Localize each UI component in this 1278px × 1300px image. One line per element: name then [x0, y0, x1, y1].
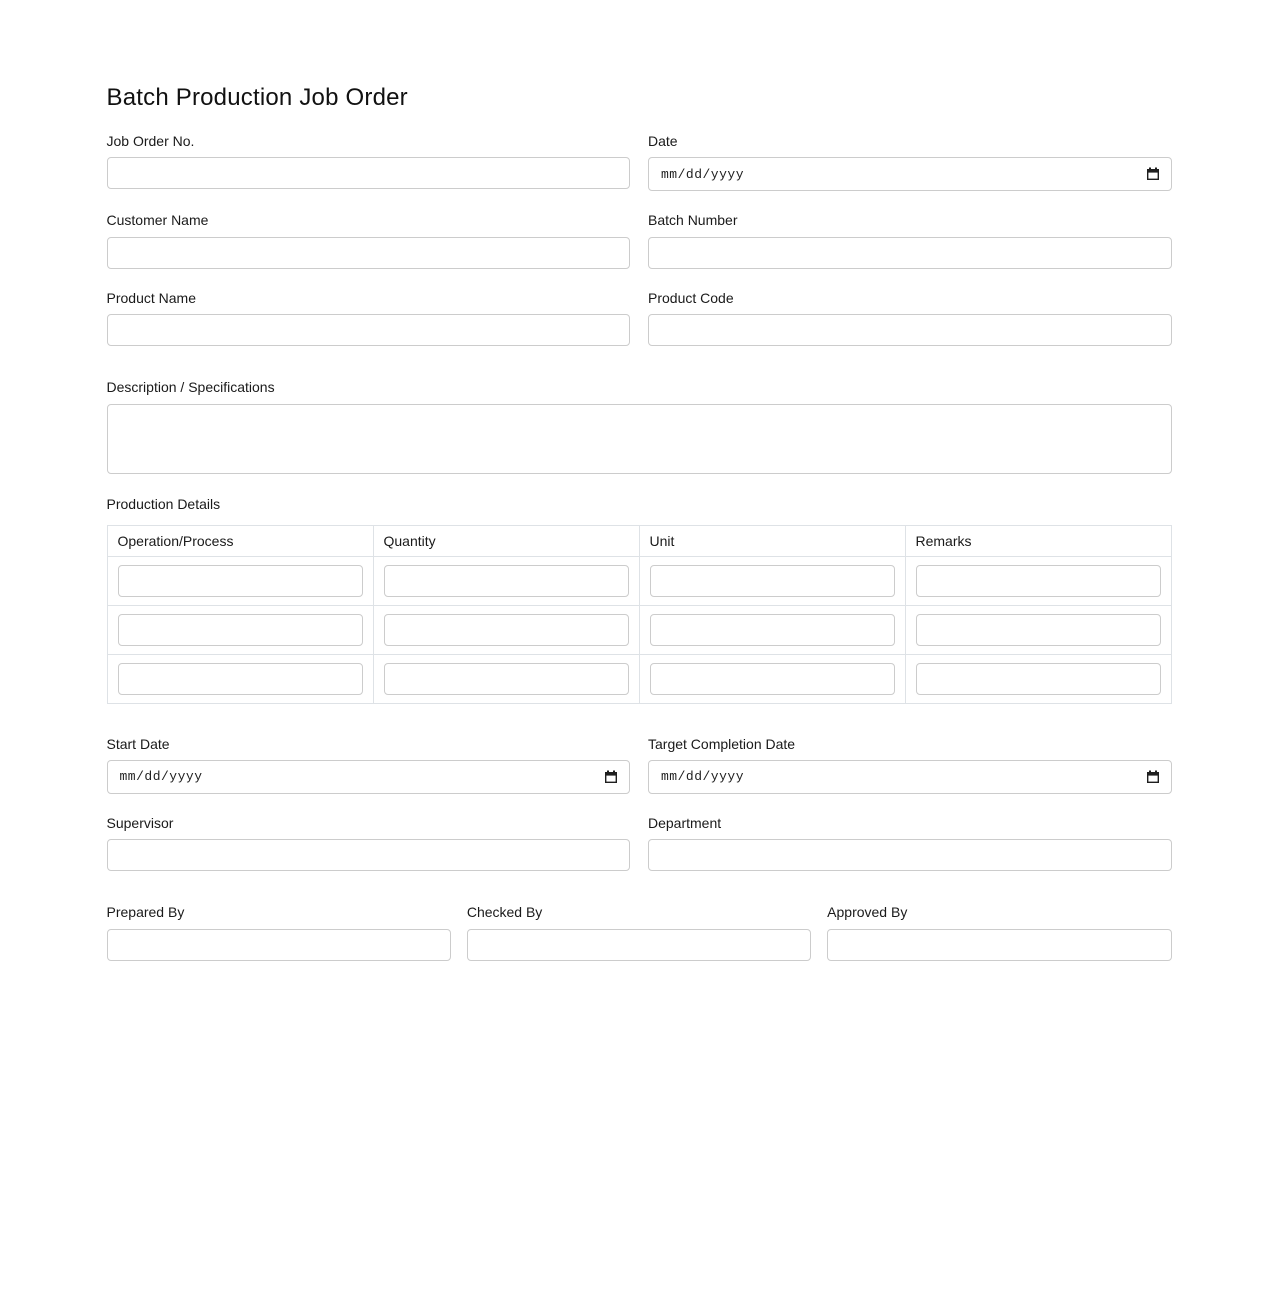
- checked-by-field: [467, 905, 811, 960]
- batch-number-input[interactable]: [648, 237, 1172, 269]
- remarks-input-row2[interactable]: [916, 614, 1161, 646]
- start-date-field: [107, 737, 631, 794]
- batch-number-label: Batch Number: [648, 212, 738, 229]
- prepared-by-field: [107, 905, 451, 960]
- date-label: Date: [648, 133, 678, 149]
- table-row: [107, 605, 1171, 654]
- column-header-quantity: Quantity: [373, 525, 639, 556]
- description-label: Description / Specifications: [106, 379, 275, 396]
- table-row: [107, 654, 1171, 703]
- calendar-icon[interactable]: [603, 769, 619, 785]
- batch-number-field: [648, 213, 1172, 268]
- batch-production-job-order-form: [107, 0, 1172, 983]
- column-header-unit: Unit: [639, 525, 905, 556]
- quantity-input-row2[interactable]: [384, 614, 629, 646]
- product-name-label: Product Name: [106, 289, 196, 306]
- quantity-input-row3[interactable]: [384, 663, 629, 695]
- description-textarea[interactable]: [107, 404, 1172, 474]
- department-input[interactable]: [648, 839, 1172, 871]
- calendar-icon[interactable]: [1145, 166, 1161, 182]
- description-field: [107, 380, 1172, 473]
- product-code-input[interactable]: [648, 314, 1172, 346]
- job-order-no-label: Job Order No.: [106, 133, 195, 149]
- column-header-remarks: Remarks: [905, 525, 1171, 556]
- unit-input-row2[interactable]: [650, 614, 895, 646]
- date-placeholder-text: mm/dd/yyyy: [661, 166, 745, 182]
- supervisor-input[interactable]: [107, 839, 631, 871]
- start-date-input[interactable]: [107, 760, 631, 794]
- checked-by-label: Checked By: [466, 904, 543, 921]
- supervisor-label: Supervisor: [106, 814, 174, 831]
- table-row: [107, 556, 1171, 605]
- date-input[interactable]: [648, 157, 1172, 191]
- start-date-placeholder-text: mm/dd/yyyy: [119, 769, 203, 785]
- approved-by-label: Approved By: [827, 904, 908, 921]
- operation-process-input-row3[interactable]: [118, 663, 363, 695]
- approved-by-input[interactable]: [827, 929, 1171, 961]
- customer-name-field: [107, 213, 631, 268]
- remarks-input-row1[interactable]: [916, 565, 1161, 597]
- supervisor-field: [107, 816, 631, 871]
- operation-process-input-row1[interactable]: [118, 565, 363, 597]
- production-details-table: [107, 525, 1172, 704]
- page-title: Batch Production Job Order: [106, 84, 408, 111]
- target-completion-date-placeholder-text: mm/dd/yyyy: [661, 769, 745, 785]
- unit-input-row3[interactable]: [650, 663, 895, 695]
- start-date-label: Start Date: [106, 735, 170, 752]
- unit-input-row1[interactable]: [650, 565, 895, 597]
- approved-by-field: [827, 905, 1171, 960]
- date-field: [648, 134, 1172, 191]
- customer-name-input[interactable]: [107, 237, 631, 269]
- department-field: [648, 816, 1172, 871]
- prepared-by-label: Prepared By: [106, 904, 185, 921]
- column-header-operation-process: Operation/Process: [107, 525, 373, 556]
- remarks-input-row3[interactable]: [916, 663, 1161, 695]
- job-order-no-input[interactable]: [107, 157, 631, 189]
- operation-process-input-row2[interactable]: [118, 614, 363, 646]
- product-code-field: [648, 291, 1172, 346]
- production-details-label: Production Details: [106, 495, 221, 512]
- product-name-field: [107, 291, 631, 346]
- target-completion-date-label: Target Completion Date: [648, 735, 796, 752]
- table-header-row: [107, 525, 1171, 556]
- production-details-section: [107, 496, 1172, 704]
- product-name-input[interactable]: [107, 314, 631, 346]
- product-code-label: Product Code: [648, 289, 734, 306]
- department-label: Department: [648, 814, 722, 831]
- quantity-input-row1[interactable]: [384, 565, 629, 597]
- job-order-no-field: [107, 134, 631, 191]
- calendar-icon[interactable]: [1145, 769, 1161, 785]
- checked-by-input[interactable]: [467, 929, 811, 961]
- target-completion-date-input[interactable]: [648, 760, 1172, 794]
- customer-name-label: Customer Name: [106, 212, 209, 229]
- target-completion-date-field: [648, 737, 1172, 794]
- prepared-by-input[interactable]: [107, 929, 451, 961]
